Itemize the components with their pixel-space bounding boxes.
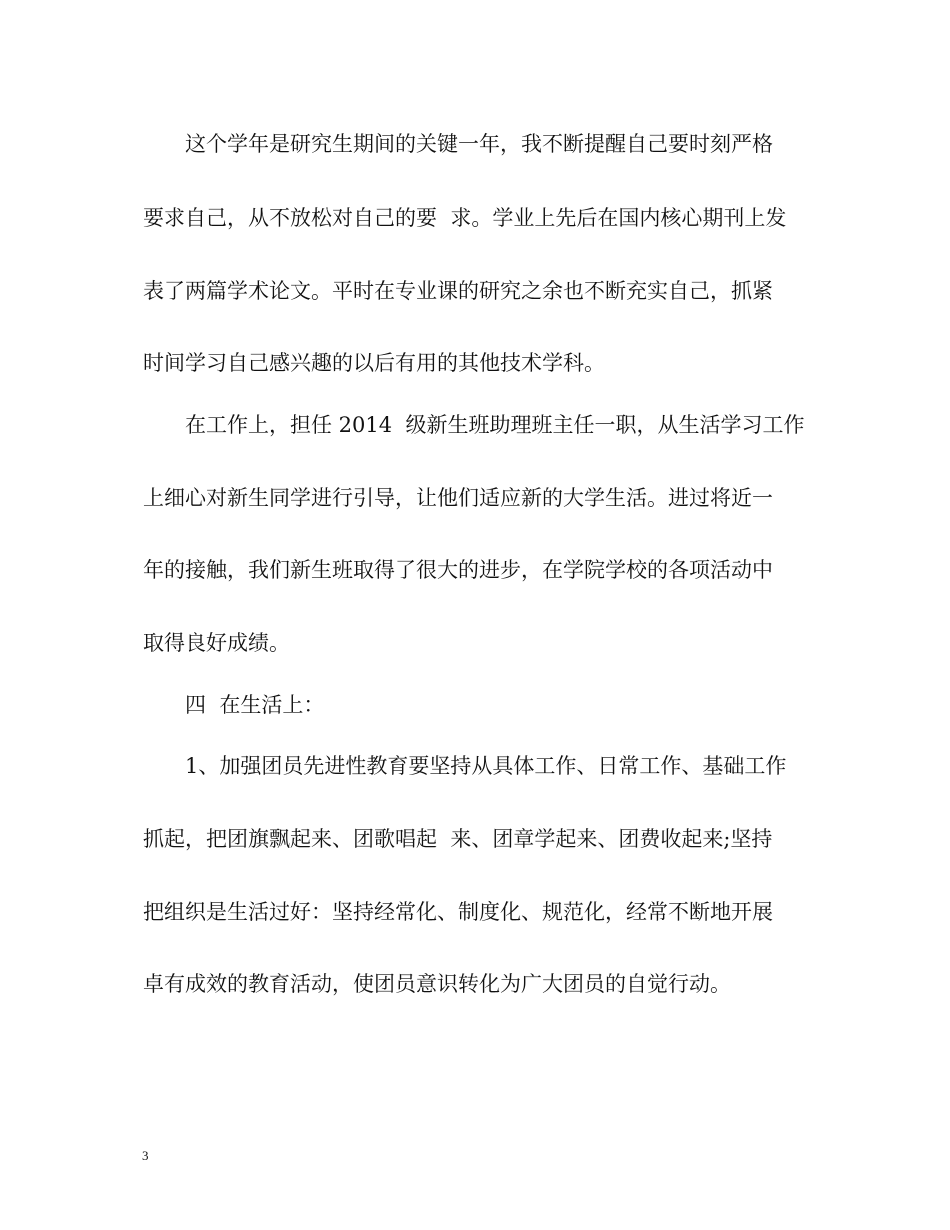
section-heading: 四 在生活上： (185, 693, 325, 717)
paragraph-2-line-1: 在工作上，担任 2014 级新生班助理班主任一职，从生活学习工作 (185, 413, 805, 437)
paragraph-3-line-4: 卓有成效的教育活动，使团员意识转化为广大团员的自觉行动。 (143, 972, 731, 996)
paragraph-1-line-3: 表了两篇学术论文。平时在专业课的研究之余也不断充实自己，抓紧 (143, 279, 773, 303)
paragraph-3-line-2: 抓起，把团旗飘起来、团歌唱起 来、团章学起来、团费收起来;坚持 (143, 827, 773, 851)
paragraph-2-line-2: 上细心对新生同学进行引导，让他们适应新的大学生活。进过将近一 (143, 486, 773, 510)
paragraph-1-line-4: 时间学习自己感兴趣的以后有用的其他技术学科。 (143, 351, 605, 375)
paragraph-1-line-1: 这个学年是研究生期间的关键一年，我不断提醒自己要时刻严格 (185, 132, 773, 156)
page-number: 3 (142, 1148, 149, 1163)
paragraph-2-line-4: 取得良好成绩。 (143, 631, 290, 655)
paragraph-1-line-2: 要求自己，从不放松对自己的要 求。学业上先后在国内核心期刊上发 (143, 206, 787, 230)
paragraph-2-line-3: 年的接触，我们新生班取得了很大的进步，在学院学校的各项活动中 (143, 558, 773, 582)
paragraph-3-line-1: 1、加强团员先进性教育要坚持从具体工作、日常工作、基础工作 (185, 754, 787, 778)
paragraph-3-line-3: 把组织是生活过好：坚持经常化、制度化、规范化，经常不断地开展 (143, 900, 773, 924)
